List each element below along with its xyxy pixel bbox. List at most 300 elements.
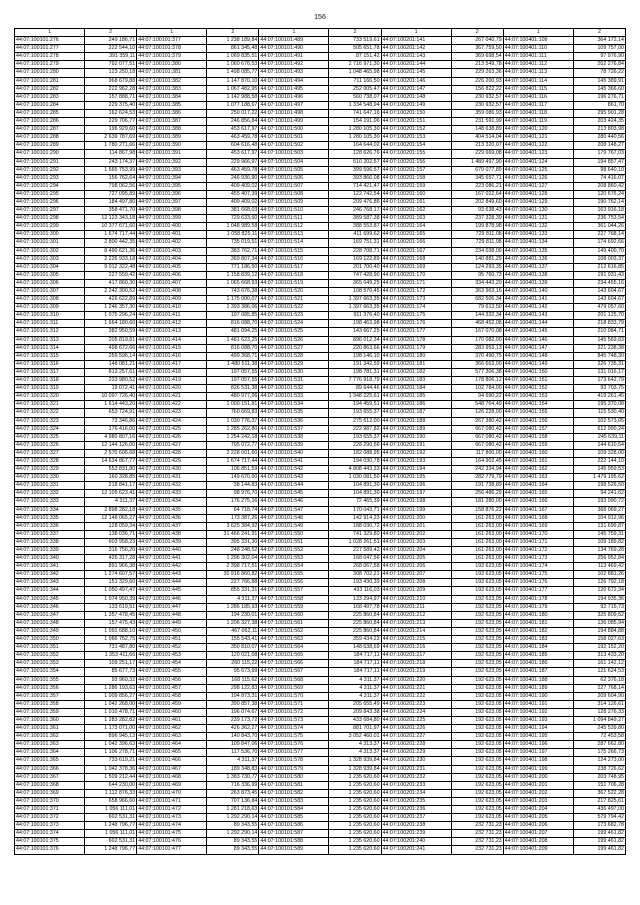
cadastral-number-cell: 44:07:100101:343	[15, 579, 85, 587]
cadastral-number-cell: 44:07:100101:505	[259, 166, 329, 174]
cadastral-value-cell: 192 623,05	[451, 749, 503, 757]
cadastral-number-cell: 44:07:100101:574	[259, 725, 329, 733]
cadastral-number-cell: 44:07:100101:378	[137, 45, 207, 53]
cadastral-number-cell: 44:07:100101:577	[259, 749, 329, 757]
cadastral-number-cell: 44:07:100101:367	[15, 773, 85, 781]
table-row	[15, 93, 626, 101]
cadastral-value-cell: 199 461,82	[573, 838, 625, 846]
cadastral-number-cell: 44:07:100401:140	[503, 288, 573, 296]
cadastral-number-cell: 44:07:100401:167	[503, 506, 573, 514]
cadastral-number-cell: 44:07:100101:467	[137, 765, 207, 773]
cadastral-value-cell: 287 662,80	[573, 741, 625, 749]
table-row	[15, 595, 626, 603]
cadastral-number-cell: 44:07:100101:361	[15, 725, 85, 733]
cadastral-value-cell: 453 617,97	[207, 126, 259, 134]
cadastral-value-cell: 426 317,28	[85, 555, 137, 563]
table-row	[15, 190, 626, 198]
cadastral-value-cell: 1 348 225,61	[329, 393, 381, 401]
cadastral-value-cell: 161 263,00	[451, 555, 503, 563]
cadastral-value-cell: 2 228 001,60	[207, 449, 259, 457]
cadastral-number-cell: 44:07:100101:304	[15, 263, 85, 271]
cadastral-number-cell: 44:07:100401:150	[503, 368, 573, 376]
cadastral-number-cell: 44:07:100201:201	[381, 522, 451, 530]
cadastral-value-cell: 361 044,26	[573, 223, 625, 231]
cadastral-value-cell: 816 088,70	[207, 320, 259, 328]
cadastral-number-cell: 44:07:100101:508	[259, 190, 329, 198]
cadastral-number-cell: 44:07:100101:362	[15, 733, 85, 741]
cadastral-value-cell: 741 329,80	[329, 530, 381, 538]
cadastral-number-cell: 44:07:100201:172	[381, 288, 451, 296]
cadastral-number-cell: 44:07:100401:120	[503, 126, 573, 134]
cadastral-value-cell: 124 273,00	[573, 757, 625, 765]
cadastral-number-cell: 44:07:100101:465	[137, 749, 207, 757]
cadastral-value-cell: 192 623,05	[451, 676, 503, 684]
cadastral-number-cell: 44:07:100101:422	[137, 401, 207, 409]
cadastral-value-cell: 102 784,00	[451, 385, 503, 393]
cadastral-number-cell: 44:07:100101:370	[15, 797, 85, 805]
cadastral-value-cell: 1 509 212,44	[85, 773, 137, 781]
cadastral-value-cell: 151 329,60	[85, 579, 137, 587]
cadastral-number-cell: 44:07:100101:442	[137, 563, 207, 571]
cadastral-number-cell: 44:07:100101:375	[15, 838, 85, 846]
cadastral-value-cell: 1 042 378,36	[85, 765, 137, 773]
cadastral-number-cell: 44:07:100101:532	[259, 385, 329, 393]
cadastral-number-cell: 44:07:100201:225	[381, 716, 451, 724]
cadastral-value-cell: 1 334 548,94	[329, 101, 381, 109]
cadastral-number-cell: 44:07:100101:293	[15, 174, 85, 182]
cadastral-number-cell: 44:07:100201:179	[381, 344, 451, 352]
cadastral-number-cell: 44:07:100201:196	[381, 482, 451, 490]
cadastral-number-cell: 44:07:100101:457	[137, 684, 207, 692]
cadastral-number-cell: 44:07:100101:355	[15, 676, 85, 684]
cadastral-number-cell: 44:07:100101:583	[259, 797, 329, 805]
table-row	[15, 320, 626, 328]
cadastral-value-cell: 191 342,59	[329, 360, 381, 368]
cadastral-value-cell: 168 115,62	[207, 676, 259, 684]
cadastral-value-cell: 234 455,16	[573, 279, 625, 287]
cadastral-value-cell: 173 387,26	[207, 514, 259, 522]
cadastral-number-cell: 44:07:100101:327	[15, 449, 85, 457]
cadastral-number-cell: 44:07:100201:150	[381, 109, 451, 117]
cadastral-value-cell: 209 476,86	[329, 198, 381, 206]
cadastral-number-cell: 44:07:100101:459	[137, 700, 207, 708]
cadastral-value-cell: 97 976,90	[573, 53, 625, 61]
cadastral-number-cell: 44:07:100101:410	[137, 304, 207, 312]
cadastral-number-cell: 44:07:100401:171	[503, 538, 573, 546]
cadastral-value-cell: 243 174,37	[85, 158, 137, 166]
cadastral-value-cell: 658 966,60	[85, 797, 137, 805]
cadastral-number-cell: 44:07:100101:289	[15, 142, 85, 150]
table-row	[15, 611, 626, 619]
cadastral-value-cell: 1 489 497,90	[451, 158, 503, 166]
cadastral-number-cell: 44:07:100101:546	[259, 498, 329, 506]
cadastral-value-cell: 109 251,17	[85, 660, 137, 668]
cadastral-value-cell: 1 235 620,60	[329, 830, 381, 838]
cadastral-value-cell: 1 780 271,66	[85, 142, 137, 150]
cadastral-value-cell: 1 175 000,07	[207, 296, 259, 304]
cadastral-value-cell: 78 726,22	[573, 69, 625, 77]
cadastral-value-cell: 1 042 396,63	[85, 741, 137, 749]
cadastral-number-cell: 44:07:100101:439	[137, 538, 207, 546]
table-row	[15, 806, 626, 814]
cadastral-number-cell: 44:07:100101:349	[15, 627, 85, 635]
cadastral-number-cell: 44:07:100101:386	[137, 109, 207, 117]
cadastral-number-cell: 44:07:100101:292	[15, 166, 85, 174]
cadastral-value-cell: 192 623,05	[451, 611, 503, 619]
cadastral-number-cell: 44:07:100201:219	[381, 668, 451, 676]
cadastral-number-cell: 44:07:100201:237	[381, 814, 451, 822]
table-row	[15, 69, 626, 77]
table-row	[15, 134, 626, 142]
cadastral-value-cell: 393 866,08	[329, 174, 381, 182]
cadastral-number-cell: 44:07:100101:549	[259, 522, 329, 530]
table-row	[15, 603, 626, 611]
cadastral-value-cell: 325 809,52	[573, 611, 625, 619]
cadastral-value-cell: 192 152,20	[573, 644, 625, 652]
cadastral-value-cell: 192 623,05	[451, 700, 503, 708]
cadastral-value-cell: 192 623,05	[451, 652, 503, 660]
cadastral-number-cell: 44:07:100101:341	[15, 563, 85, 571]
cadastral-number-cell: 44:07:100101:436	[137, 514, 207, 522]
cadastral-number-cell: 44:07:100201:167	[381, 247, 451, 255]
cadastral-value-cell: 102 573,05	[573, 417, 625, 425]
cadastral-number-cell: 44:07:100201:188	[381, 417, 451, 425]
cadastral-number-cell: 44:07:100101:448	[137, 611, 207, 619]
cadastral-number-cell: 44:07:100101:360	[15, 716, 85, 724]
cadastral-number-cell: 44:07:100201:194	[381, 466, 451, 474]
cadastral-number-cell: 44:07:100101:381	[137, 69, 207, 77]
cadastral-number-cell: 44:07:100401:119	[503, 118, 573, 126]
cadastral-value-cell: 134 769,28	[573, 547, 625, 555]
cadastral-value-cell: 4 313,37	[329, 741, 381, 749]
cadastral-value-cell: 1 286 193,63	[85, 684, 137, 692]
cadastral-value-cell: 1 235 620,60	[329, 781, 381, 789]
cadastral-number-cell: 44:07:100101:424	[137, 417, 207, 425]
cadastral-number-cell: 44:07:100101:521	[259, 296, 329, 304]
cadastral-value-cell: 225 860,84	[329, 619, 381, 627]
cadastral-value-cell: 1 091 688,10	[85, 627, 137, 635]
cadastral-value-cell: 104 912,96	[573, 514, 625, 522]
cadastral-number-cell: 44:07:100201:231	[381, 765, 451, 773]
cadastral-number-cell: 44:07:100201:184	[381, 385, 451, 393]
cadastral-number-cell: 44:07:100401:204	[503, 806, 573, 814]
cadastral-number-cell: 44:07:100101:475	[137, 830, 207, 838]
cadastral-value-cell: 1 664 180,60	[85, 320, 137, 328]
cadastral-value-cell: 4 311,37	[207, 595, 259, 603]
cadastral-value-cell: 1 158 839,12	[207, 271, 259, 279]
cadastral-value-cell: 170 043,71	[329, 506, 381, 514]
cadastral-value-cell: 192 623,05	[451, 579, 503, 587]
cadastral-value-cell: 198 463,98	[329, 320, 381, 328]
cadastral-value-cell: 733 619,21	[85, 757, 137, 765]
cadastral-value-cell: 259 596,14	[85, 352, 137, 360]
cadastral-number-cell: 44:07:100101:433	[137, 490, 207, 498]
cadastral-number-cell: 44:07:100401:114	[503, 77, 573, 85]
cadastral-value-cell: 189 348,83	[207, 765, 259, 773]
cadastral-value-cell: 1 235 620,60	[329, 846, 381, 854]
cadastral-number-cell: 44:07:100201:182	[381, 368, 451, 376]
cadastral-value-cell: 197 057,55	[207, 368, 259, 376]
cadastral-number-cell: 44:07:100101:309	[15, 304, 85, 312]
cadastral-number-cell: 44:07:100101:276	[15, 37, 85, 45]
cadastral-number-cell: 44:07:100101:453	[137, 652, 207, 660]
cadastral-number-cell: 44:07:100101:314	[15, 344, 85, 352]
cadastral-number-cell: 44:07:100101:520	[259, 288, 329, 296]
cadastral-number-cell: 44:07:100101:391	[137, 150, 207, 158]
cadastral-number-cell: 44:07:100101:518	[259, 271, 329, 279]
table-row	[15, 757, 626, 765]
cadastral-number-cell: 44:07:100101:344	[15, 587, 85, 595]
table-row	[15, 142, 626, 150]
table-row	[15, 255, 626, 263]
cadastral-number-cell: 44:07:100101:435	[137, 506, 207, 514]
table-row	[15, 830, 626, 838]
cadastral-number-cell: 44:07:100101:576	[259, 741, 329, 749]
cadastral-number-cell: 44:07:100101:579	[259, 765, 329, 773]
cadastral-number-cell: 44:07:100401:134	[503, 239, 573, 247]
cadastral-value-cell: 122 742,54	[329, 190, 381, 198]
table-row	[15, 466, 626, 474]
cadastral-number-cell: 44:07:100401:156	[503, 417, 573, 425]
table-row	[15, 304, 626, 312]
cadastral-number-cell: 44:07:100101:547	[259, 506, 329, 514]
table-row	[15, 45, 626, 53]
cadastral-value-cell: 4 311,37	[85, 498, 137, 506]
table-row	[15, 571, 626, 579]
cadastral-value-cell: 553 831,80	[85, 466, 137, 474]
cadastral-value-cell: 156 822,22	[451, 85, 503, 93]
cadastral-number-cell: 44:07:100101:526	[259, 336, 329, 344]
cadastral-value-cell: 510 202,57	[329, 158, 381, 166]
cadastral-number-cell: 44:07:100101:519	[259, 279, 329, 287]
cadastral-number-cell: 44:07:100101:280	[15, 69, 85, 77]
cadastral-value-cell: 155 543,41	[207, 636, 259, 644]
cadastral-value-cell: 382 950,59	[85, 328, 137, 336]
cadastral-number-cell: 44:07:100101:461	[137, 716, 207, 724]
cadastral-number-cell: 44:07:100101:385	[137, 101, 207, 109]
table-row	[15, 652, 626, 660]
cadastral-value-cell: 390 857,38	[207, 700, 259, 708]
cadastral-number-cell: 44:07:100101:571	[259, 700, 329, 708]
cadastral-number-cell: 44:07:100201:156	[381, 158, 451, 166]
cadastral-value-cell: 192 623,05	[451, 757, 503, 765]
cadastral-value-cell: 363 963,16	[451, 288, 503, 296]
cadastral-number-cell: 44:07:100101:471	[137, 797, 207, 805]
cadastral-number-cell: 44:07:100101:296	[15, 198, 85, 206]
cadastral-number-cell: 44:07:100201:161	[381, 198, 451, 206]
cadastral-value-cell: 136 085,94	[573, 619, 625, 627]
cadastral-value-cell: 154 191,06	[329, 118, 381, 126]
cadastral-value-cell: 4 808 443,33	[329, 466, 381, 474]
cadastral-number-cell: 44:07:100101:429	[137, 457, 207, 465]
cadastral-value-cell: 1 479 195,62	[573, 474, 625, 482]
cadastral-value-cell: 191 931,43	[573, 271, 625, 279]
cadastral-number-cell: 44:07:100101:337	[15, 530, 85, 538]
cadastral-value-cell: 367 522,28	[573, 789, 625, 797]
table-row	[15, 725, 626, 733]
table-row	[15, 126, 626, 134]
cadastral-value-cell: 1 480 511,38	[207, 360, 259, 368]
cadastral-number-cell: 44:07:100101:307	[15, 288, 85, 296]
cadastral-number-cell: 44:07:100101:449	[137, 619, 207, 627]
cadastral-number-cell: 44:07:100401:199	[503, 765, 573, 773]
cadastral-number-cell: 44:07:100101:390	[137, 142, 207, 150]
cadastral-value-cell: 816 088,70	[207, 344, 259, 352]
table-header-row	[15, 29, 626, 37]
cadastral-number-cell: 44:07:100401:148	[503, 352, 573, 360]
cadastral-value-cell: 381 668,03	[207, 207, 259, 215]
cadastral-value-cell: 1 000 151,81	[207, 401, 259, 409]
table-row	[15, 377, 626, 385]
cadastral-value-cell: 1 147 870,10	[207, 77, 259, 85]
cadastral-number-cell: 44:07:100101:506	[259, 174, 329, 182]
cadastral-value-cell: 1 296 302,04	[207, 555, 259, 563]
cadastral-value-cell: 196 074,67	[207, 708, 259, 716]
cadastral-number-cell: 44:07:100401:192	[503, 708, 573, 716]
cadastral-value-cell: 176 275,16	[207, 498, 259, 506]
cadastral-value-cell: 826 531,38	[207, 385, 259, 393]
cadastral-value-cell: 87 151,42	[329, 53, 381, 61]
cadastral-value-cell: 197 057,55	[207, 377, 259, 385]
cadastral-number-cell: 44:07:100401:139	[503, 279, 573, 287]
cadastral-number-cell: 44:07:100101:282	[15, 85, 85, 93]
cadastral-value-cell: 213 320,07	[451, 142, 503, 150]
column-header: 2	[85, 29, 137, 37]
cadastral-number-cell: 44:07:100101:318	[15, 377, 85, 385]
cadastral-number-cell: 44:07:100201:229	[381, 749, 451, 757]
cadastral-value-cell: 368 069,27	[573, 506, 625, 514]
cadastral-number-cell: 44:07:100101:462	[137, 725, 207, 733]
cadastral-value-cell: 98 976,70	[207, 490, 259, 498]
cadastral-value-cell: 760 669,83	[207, 409, 259, 417]
cadastral-value-cell: 192 623,05	[451, 627, 503, 635]
cadastral-number-cell: 44:07:100101:313	[15, 336, 85, 344]
cadastral-value-cell: 164 902,45	[451, 457, 503, 465]
cadastral-value-cell: 203 748,95	[573, 773, 625, 781]
cadastral-number-cell: 44:07:100101:352	[15, 652, 85, 660]
cadastral-value-cell: 162 624,53	[85, 109, 137, 117]
table-row	[15, 425, 626, 433]
cadastral-value-cell: 95 673,99	[207, 668, 259, 676]
cadastral-number-cell: 44:07:100101:371	[15, 806, 85, 814]
cadastral-value-cell: 426 362,27	[207, 725, 259, 733]
cadastral-value-cell: 1 056 111,01	[85, 830, 137, 838]
table-body	[15, 37, 626, 854]
cadastral-number-cell: 44:07:100101:523	[259, 312, 329, 320]
cadastral-value-cell: 232 731,23	[451, 830, 503, 838]
cadastral-value-cell: 881 701,97	[329, 725, 381, 733]
cadastral-value-cell: 64 718,74	[207, 506, 259, 514]
cadastral-number-cell: 44:07:100101:369	[15, 789, 85, 797]
cadastral-value-cell: 227 589,42	[329, 547, 381, 555]
cadastral-number-cell: 44:07:100401:179	[503, 603, 573, 611]
cadastral-value-cell: 2 570 606,68	[85, 449, 137, 457]
cadastral-number-cell: 44:07:100201:175	[381, 312, 451, 320]
cadastral-number-cell: 44:07:100201:240	[381, 838, 451, 846]
cadastral-number-cell: 44:07:100401:133	[503, 231, 573, 239]
cadastral-number-cell: 44:07:100101:356	[15, 684, 85, 692]
cadastral-number-cell: 44:07:100101:454	[137, 660, 207, 668]
cadastral-number-cell: 44:07:100101:581	[259, 781, 329, 789]
cadastral-value-cell: 92 715,73	[573, 603, 625, 611]
cadastral-value-cell: 1 328 939,84	[329, 757, 381, 765]
cadastral-number-cell: 44:07:100101:312	[15, 328, 85, 336]
cadastral-number-cell: 44:07:100101:561	[259, 619, 329, 627]
cadastral-number-cell: 44:07:100101:368	[15, 781, 85, 789]
cadastral-value-cell: 2 242 300,52	[85, 288, 137, 296]
column-header: 2	[573, 29, 625, 37]
cadastral-number-cell: 44:07:100101:490	[259, 45, 329, 53]
cadastral-value-cell: 173 682,78	[573, 822, 625, 830]
cadastral-value-cell: 230 932,57	[451, 93, 503, 101]
cadastral-number-cell: 44:07:100401:154	[503, 401, 573, 409]
cadastral-value-cell: 1 065 668,93	[207, 279, 259, 287]
cadastral-number-cell: 44:07:100201:217	[381, 652, 451, 660]
cadastral-value-cell: 108 003,37	[573, 255, 625, 263]
cadastral-value-cell: 275 612,00	[329, 417, 381, 425]
cadastral-number-cell: 44:07:100201:159	[381, 182, 451, 190]
cadastral-number-cell: 44:07:100101:432	[137, 482, 207, 490]
cadastral-value-cell: 133 294,97	[329, 595, 381, 603]
cadastral-value-cell: 2 398 717,51	[207, 563, 259, 571]
cadastral-number-cell: 44:07:100401:207	[503, 830, 573, 838]
cadastral-number-cell: 44:07:100101:281	[15, 77, 85, 85]
cadastral-number-cell: 44:07:100201:206	[381, 563, 451, 571]
cadastral-value-cell: 1 030 081,50	[329, 474, 381, 482]
cadastral-number-cell: 44:07:100401:153	[503, 393, 573, 401]
cadastral-value-cell: 117 800,00	[451, 449, 503, 457]
column-header: 1	[503, 29, 573, 37]
cadastral-value-cell: 1 028 261,51	[329, 538, 381, 546]
cadastral-value-cell: 1 481 623,25	[207, 336, 259, 344]
cadastral-value-cell: 463 459,78	[207, 134, 259, 142]
cadastral-number-cell: 44:07:100101:551	[259, 538, 329, 546]
cadastral-value-cell: 226 200,93	[451, 77, 503, 85]
cadastral-number-cell: 44:07:100101:317	[15, 368, 85, 376]
cadastral-number-cell: 44:07:100101:359	[15, 708, 85, 716]
table-row	[15, 636, 626, 644]
cadastral-value-cell: 93 638,43	[451, 207, 503, 215]
cadastral-number-cell: 44:07:100401:144	[503, 320, 573, 328]
cadastral-value-cell: 364 172,14	[573, 37, 625, 45]
table-row	[15, 555, 626, 563]
cadastral-number-cell: 44:07:100201:147	[381, 85, 451, 93]
cadastral-number-cell: 44:07:100101:279	[15, 61, 85, 69]
cadastral-number-cell: 44:07:100101:533	[259, 393, 329, 401]
table-row	[15, 263, 626, 271]
cadastral-number-cell: 44:07:100101:573	[259, 716, 329, 724]
cadastral-number-cell: 44:07:100401:172	[503, 547, 573, 555]
cadastral-value-cell: 104 891,30	[329, 482, 381, 490]
cadastral-value-cell: 1 292 290,14	[207, 830, 259, 838]
cadastral-value-cell: 7 776 918,79	[329, 377, 381, 385]
cadastral-value-cell: 208 860,42	[573, 182, 625, 190]
cadastral-number-cell: 44:07:100101:395	[137, 182, 207, 190]
cadastral-value-cell: 229 669,08	[451, 150, 503, 158]
cadastral-number-cell: 44:07:100101:308	[15, 296, 85, 304]
table-row	[15, 838, 626, 846]
cadastral-value-cell: 113 469,42	[573, 563, 625, 571]
cadastral-value-cell: 2 716 971,30	[329, 61, 381, 69]
cadastral-number-cell: 44:07:100101:294	[15, 182, 85, 190]
table-row	[15, 385, 626, 393]
cadastral-value-cell: 246 856,84	[207, 118, 259, 126]
table-row	[15, 490, 626, 498]
table-row	[15, 668, 626, 676]
cadastral-number-cell: 44:07:100401:147	[503, 344, 573, 352]
cadastral-value-cell: 3 052 460,01	[329, 733, 381, 741]
cadastral-value-cell: 167 022,64	[451, 190, 503, 198]
